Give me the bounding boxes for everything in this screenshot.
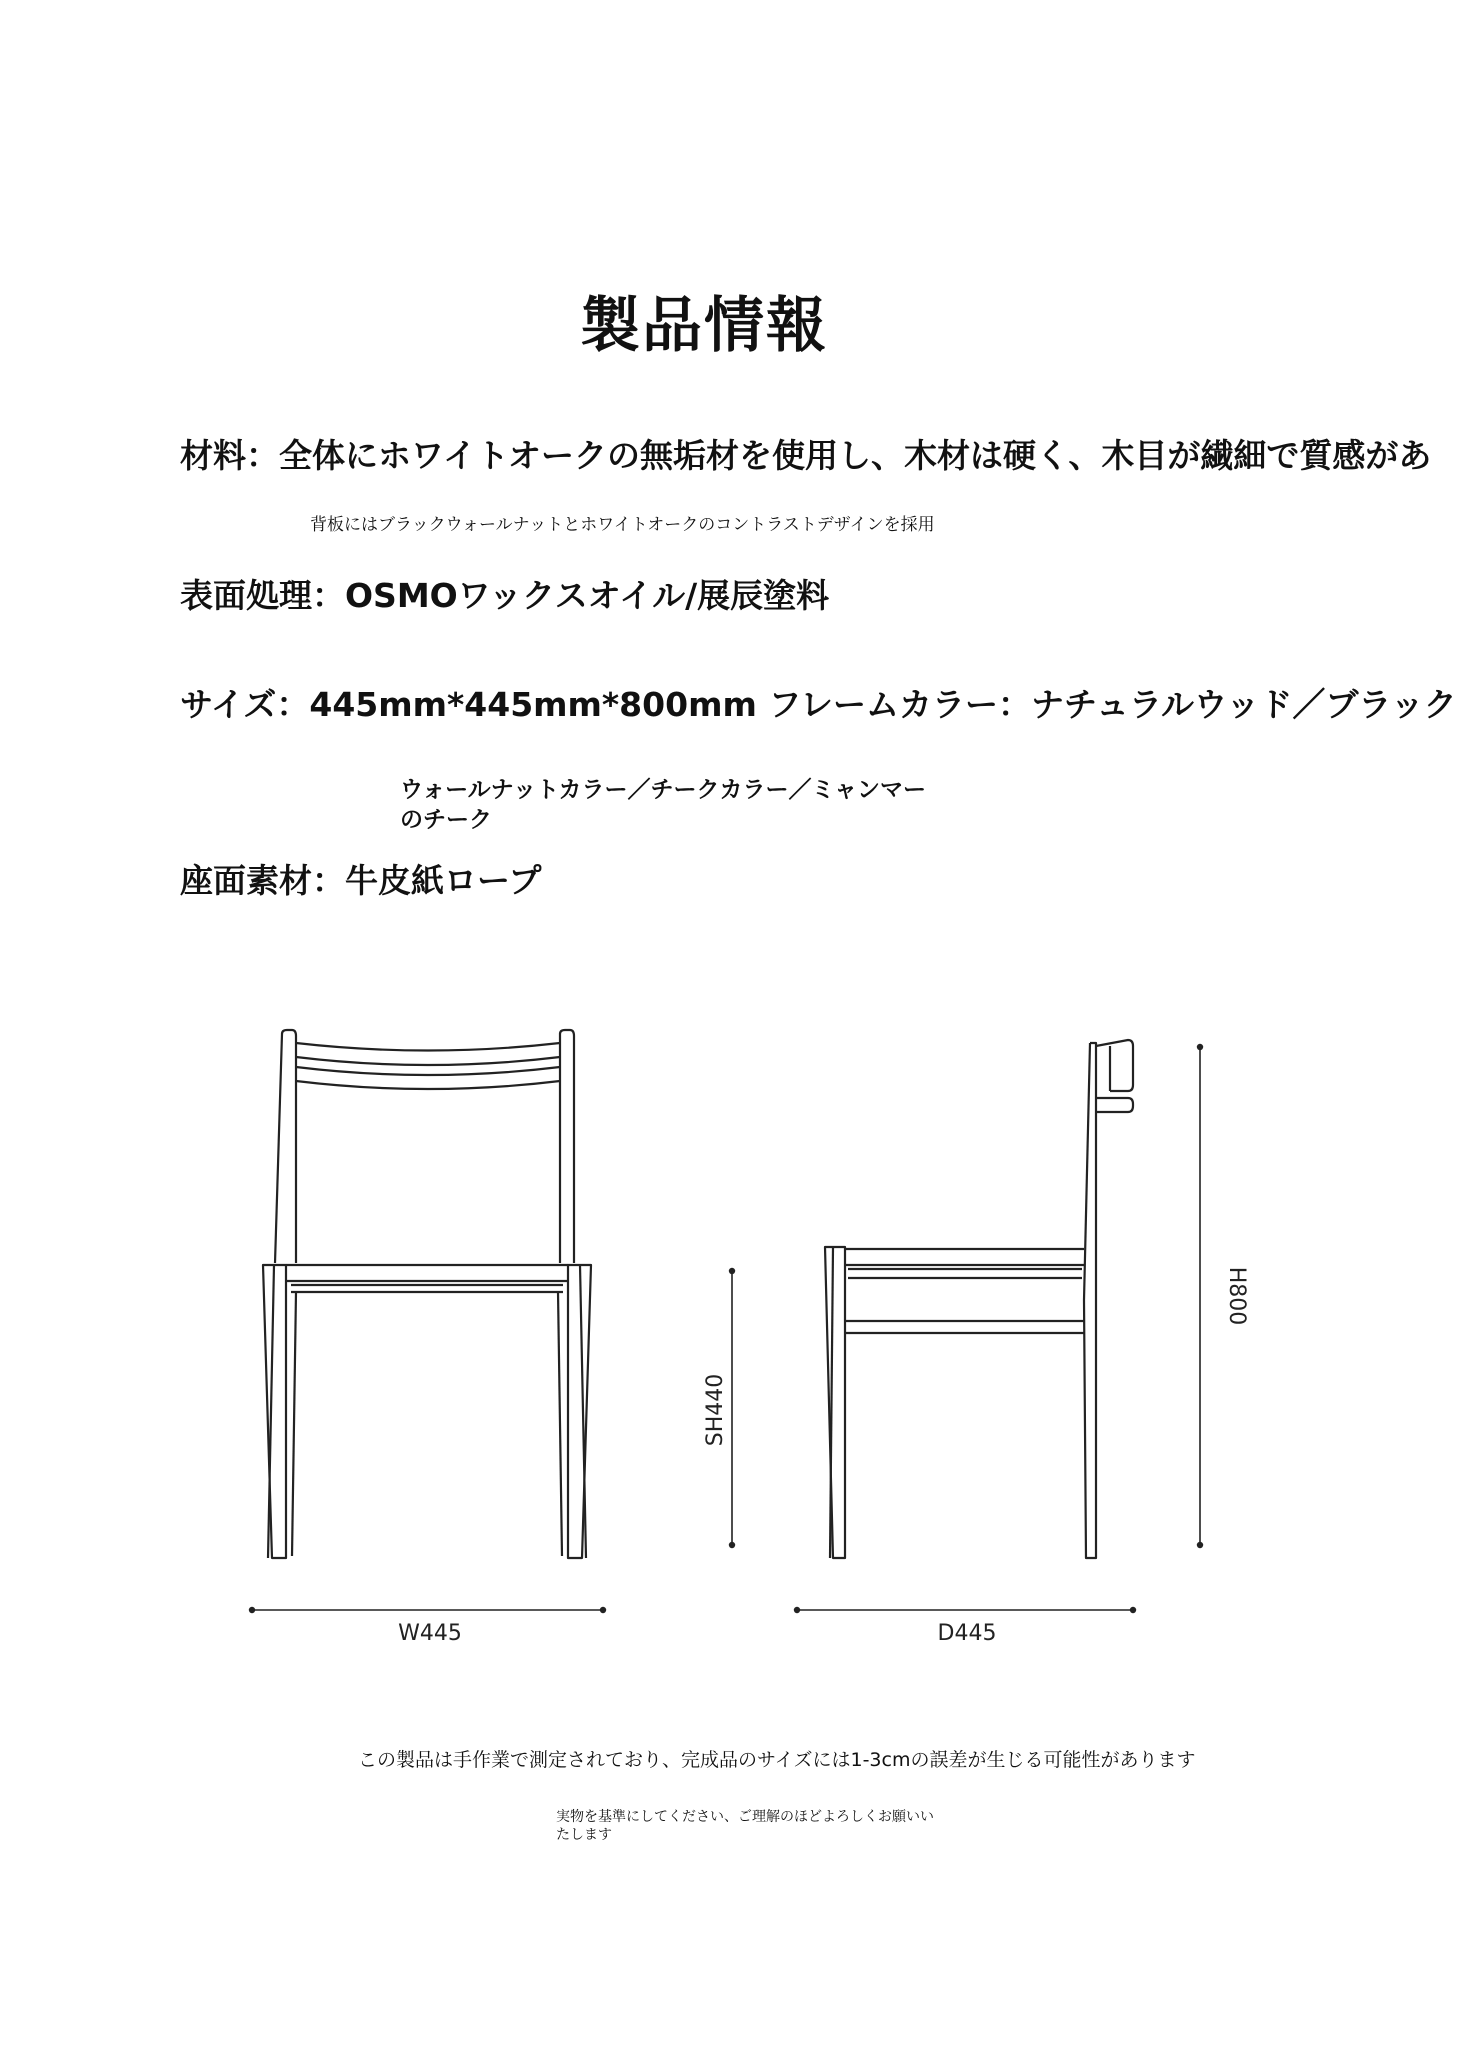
spec-material: 材料：全体にホワイトオークの無垢材を使用し、木材は硬く、木目が繊細で質感があ — [180, 436, 1432, 475]
chair-front-view — [263, 1030, 591, 1558]
width-label: W445 — [398, 1621, 462, 1646]
spec-size-color: サイズ：445mm*445mm*800mm フレームカラー：ナチュラルウッド／ブラック — [180, 685, 1457, 724]
disclaimer-note: 実物を基準にしてください、ご理解のほどよろしくお願いいたします — [556, 1809, 934, 1843]
dimension-lines — [252, 1047, 1200, 1610]
spec-seat: 座面素材：牛皮紙ロープ — [180, 861, 542, 900]
spec-color-continued: ウォールナットカラー／チークカラー／ミャンマーのチーク — [400, 777, 927, 833]
measurement-note: この製品は手作業で測定されており、完成品のサイズには1-3cmの誤差が生じる可能性があります — [358, 1749, 1196, 1771]
depth-label: D445 — [937, 1621, 997, 1646]
chair-side-view — [825, 1040, 1133, 1558]
spec-material-sub: 背板にはブラックウォールナットとホワイトオークのコントラストデザインを採用 — [310, 515, 935, 535]
page-title: 製品情報 — [580, 291, 828, 361]
spec-surface: 表面処理：OSMOワックスオイル/展辰塗料 — [180, 576, 830, 615]
seat-height-label: SH440 — [703, 1373, 728, 1447]
height-label: H800 — [1224, 1266, 1249, 1326]
